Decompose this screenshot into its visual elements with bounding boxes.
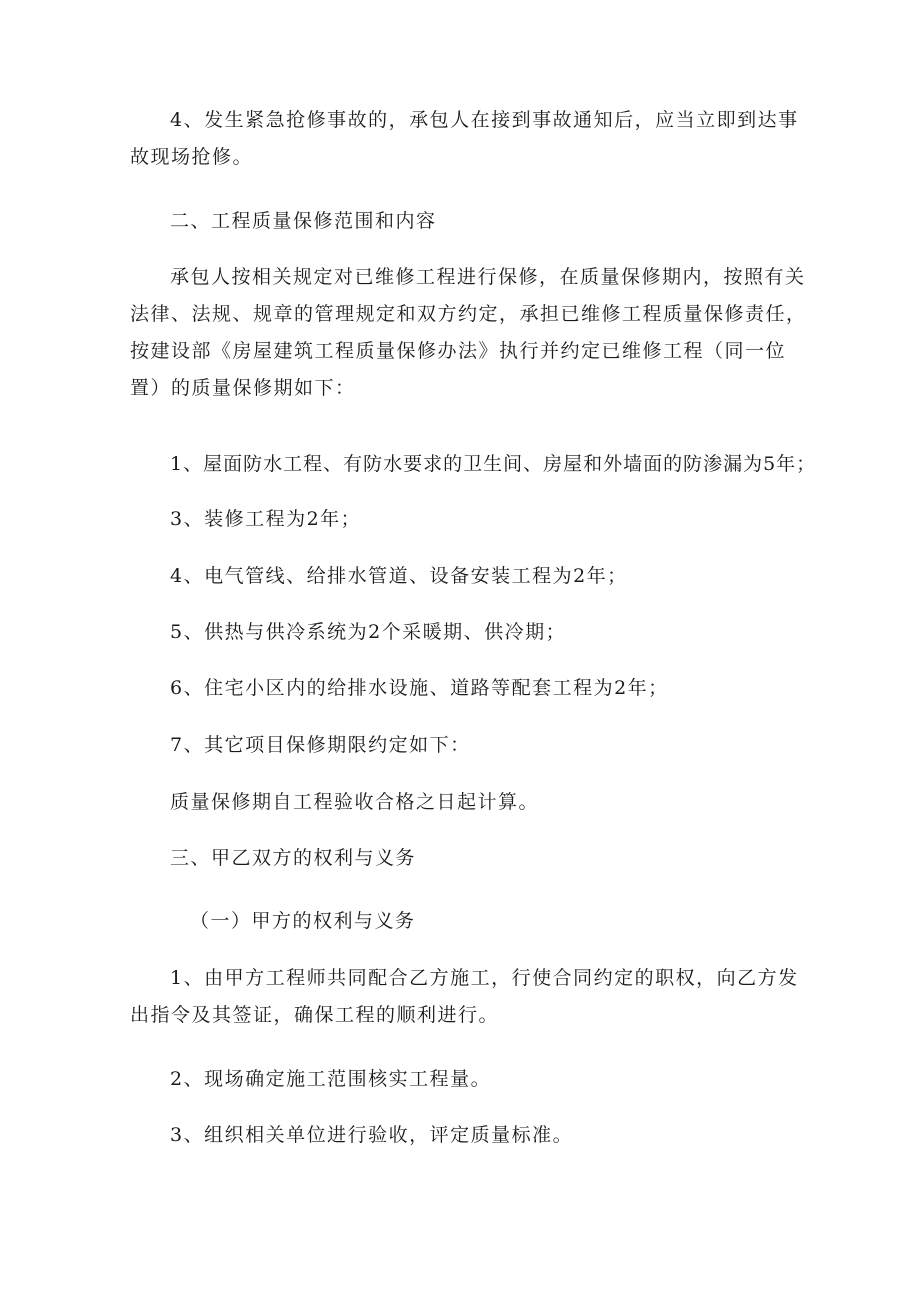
paragraph-party-a-engineer: 1、由甲方工程师共同配合乙方施工，行使合同约定的职权，向乙方发出指令及其签证，确保工程的顺利进行。 [130,967,799,1026]
paragraph-acceptance: 3、组织相关单位进行验收，评定质量标准。 [170,1124,574,1146]
paragraph-emergency-repair: 4、发生紧急抢修事故的，承包人在接到事故通知后，应当立即到达事故现场抢修。 [130,109,799,168]
paragraph-warranty-start: 质量保修期自工程验收合格之日起计算。 [170,791,540,813]
list-item-roof-waterproofing: 1、屋面防水工程、有防水要求的卫生间、房屋和外墙面的防渗漏为5年； [170,453,817,475]
paragraph-confirm-scope: 2、现场确定施工范围核实工程量。 [170,1068,492,1090]
heading-rights-obligations: 三、甲乙双方的权利与义务 [170,847,417,869]
list-item-other-projects: 7、其它项目保修期限约定如下： [170,734,471,756]
paragraph-warranty-intro: 承包人按相关规定对已维修工程进行保修，在质量保修期内，按照有关法律、法规、规章的管理规定和双方约定，承担已维修工程质量保修责任，按建设部《房屋建筑工程质量保修办法》执行并约定已维修工程（同一位置）的质量保修期如下： [130,266,807,399]
list-item-decoration: 3、装修工程为2年； [170,508,362,530]
subheading-party-a: （一）甲方的权利与义务 [190,910,416,932]
list-item-heating-cooling: 5、供热与供冷系统为2个采暖期、供冷期； [170,621,567,643]
list-item-residential-facilities: 6、住宅小区内的给排水设施、道路等配套工程为2年； [170,677,669,699]
heading-warranty-scope: 二、工程质量保修范围和内容 [170,210,437,232]
list-item-electrical-plumbing: 4、电气管线、给排水管道、设备安装工程为2年； [170,565,628,587]
